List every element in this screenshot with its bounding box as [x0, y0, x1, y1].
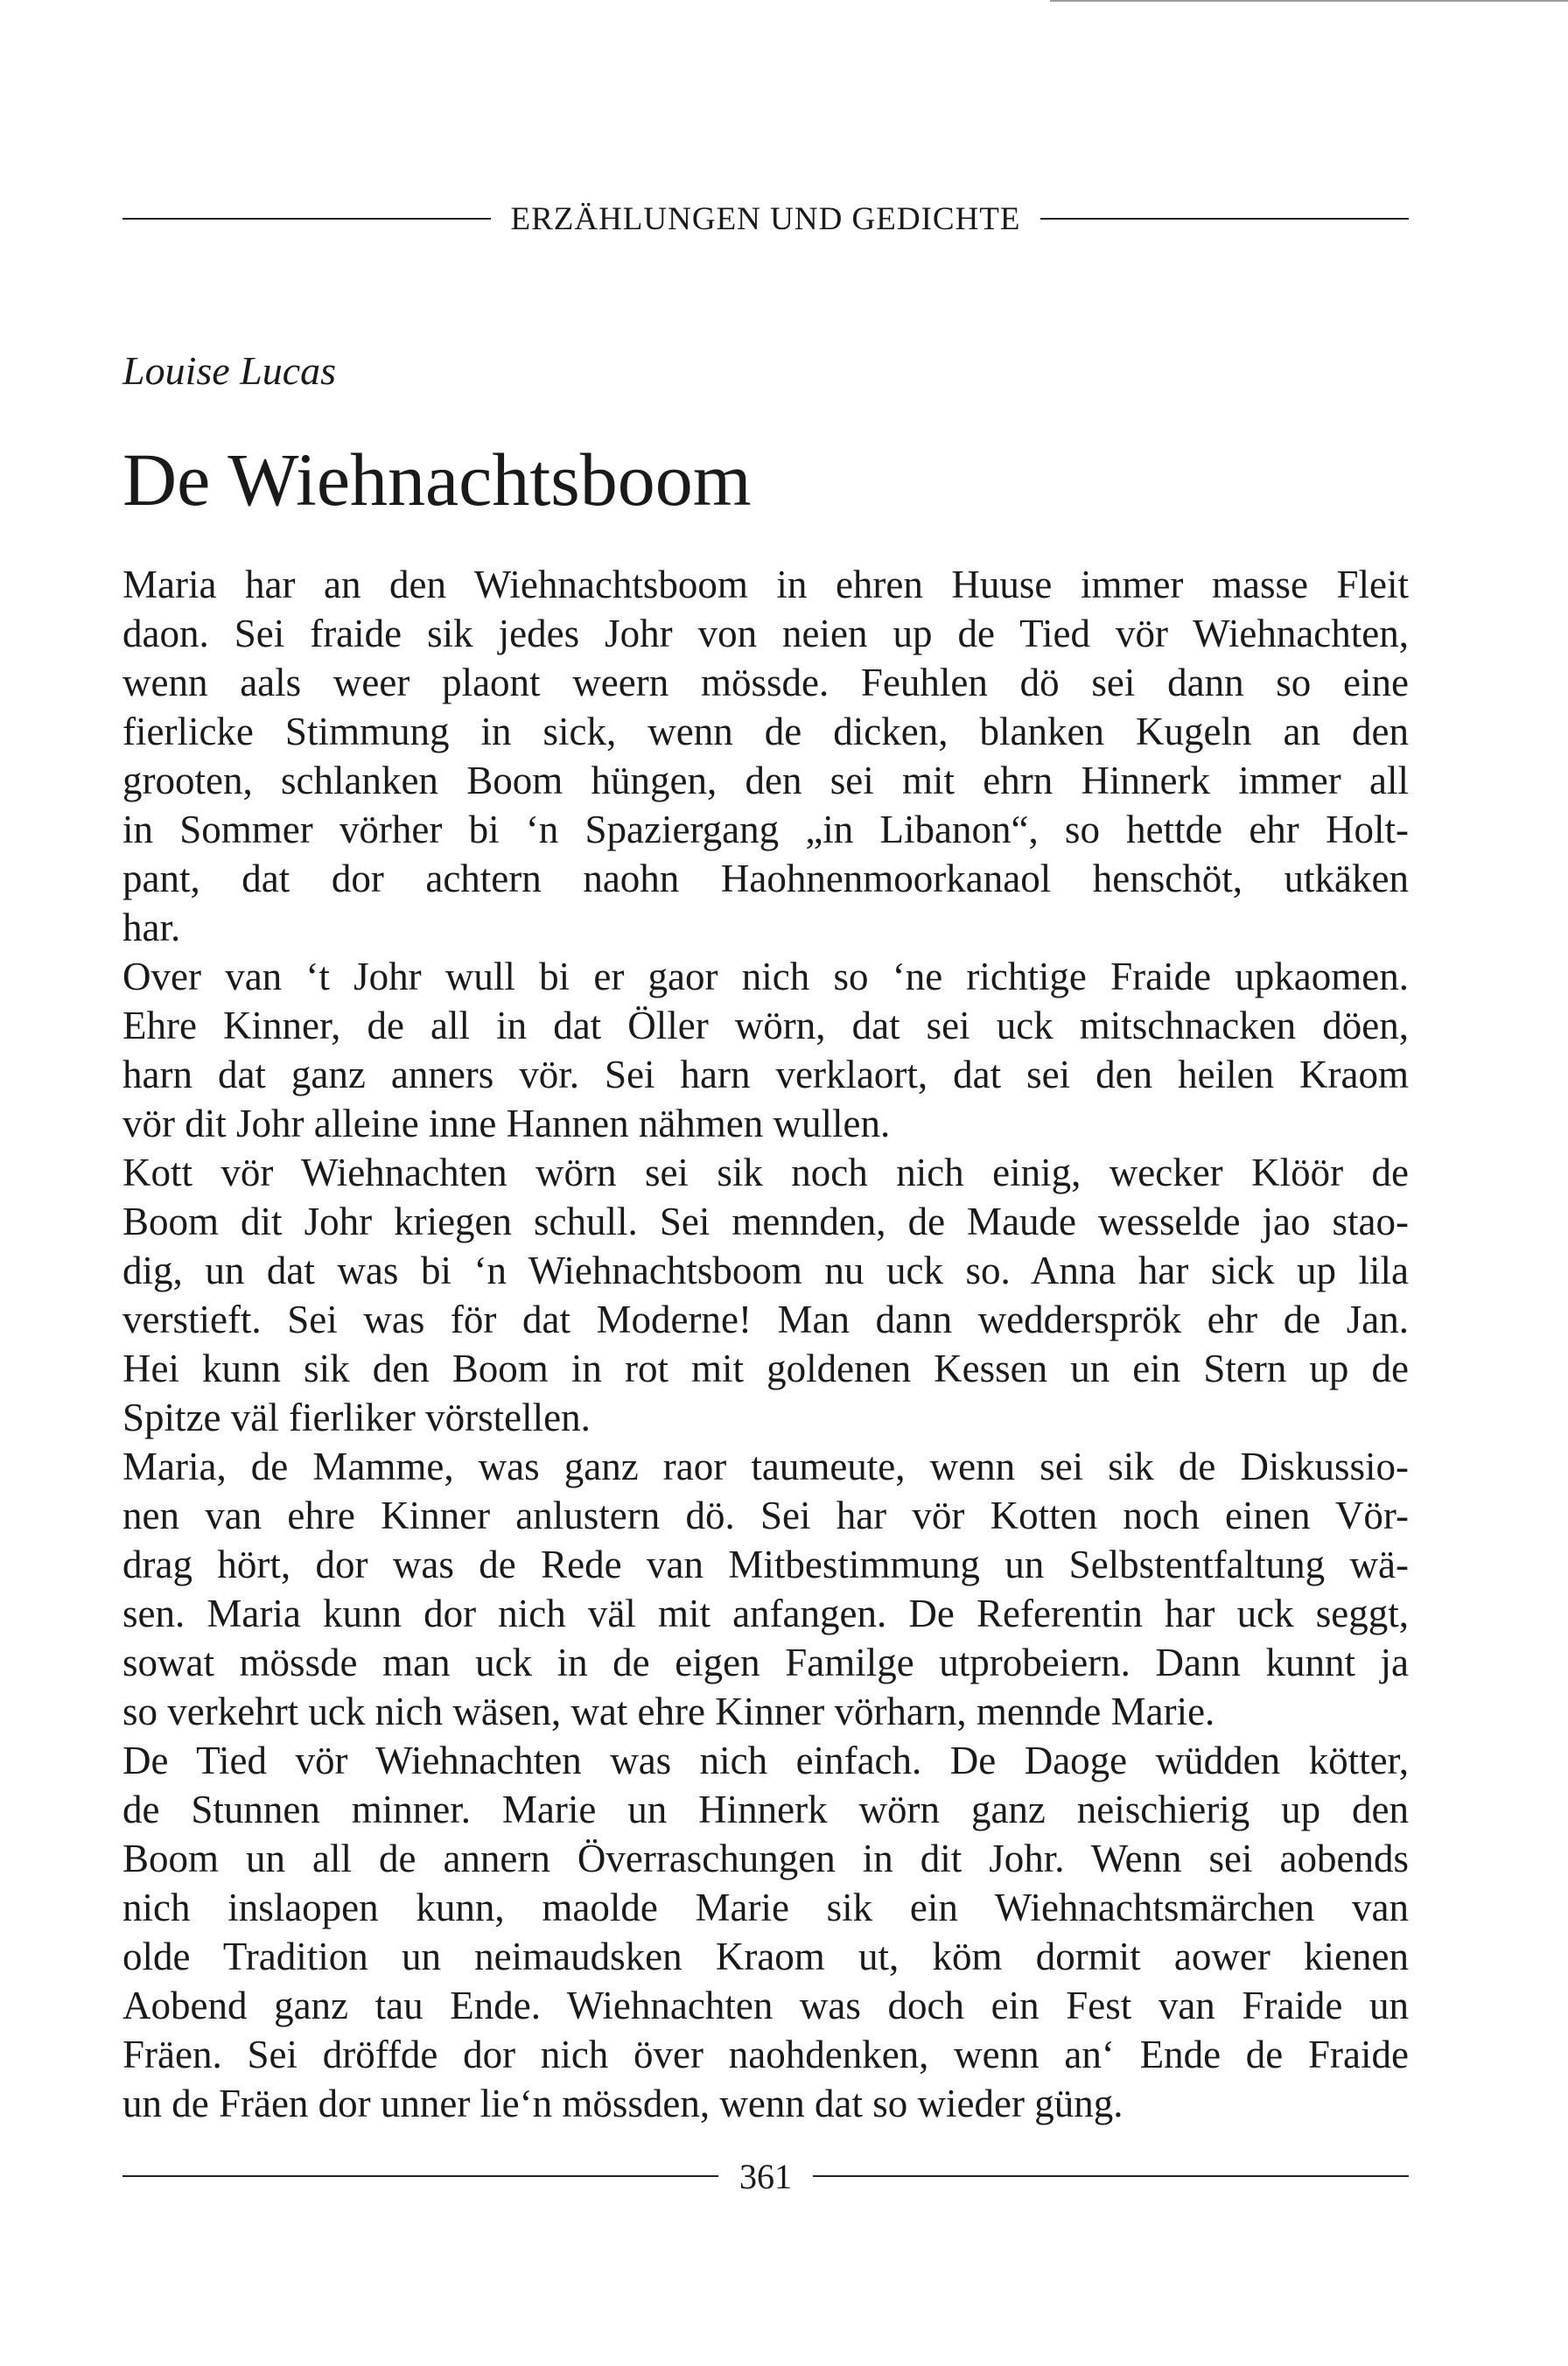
paragraph — [122, 1736, 1409, 2128]
page-number: 361 — [739, 2156, 792, 2196]
running-head-label: ERZÄHLUNGEN UND GEDICHTE — [510, 200, 1021, 237]
text-line: nen van ehre Kinner anlustern dö. Sei har vör Kotten noch einen Vör- — [122, 1494, 1409, 1537]
text-line: grooten, schlanken Boom hüngen, den sei mit ehrn Hinnerk immer all — [122, 759, 1409, 802]
text-line: harn dat ganz anners vör. Sei harn verklaort, dat sei den heilen Kraom — [122, 1053, 1409, 1096]
text-line: drag hört, dor was de Rede van Mitbestimmung un Selbstentfaltung wä- — [122, 1543, 1409, 1586]
text-line: un de Fräen dor unner lie‘n mössden, wenn dat so wieder güng. — [122, 2082, 1124, 2125]
text-line: Over van ‘t Johr wull bi er gaor nich so ‘ne richtige Fraide upkaomen. — [122, 955, 1409, 998]
text-line: Spitze väl fierliker vörstellen. — [122, 1396, 591, 1439]
text-line: Maria, de Mamme, was ganz raor taumeute, wenn sei sik de Diskussio- — [122, 1445, 1409, 1488]
running-head-rule-right — [1040, 218, 1409, 220]
author-name: Louise Lucas — [122, 348, 337, 393]
text-line: sen. Maria kunn dor nich väl mit anfangen. De Referentin har uck seggt, — [122, 1592, 1409, 1635]
text-line: Maria har an den Wiehnachtsboom in ehren Huuse immer masse Fleit — [122, 563, 1409, 606]
text-line: Aobend ganz tau Ende. Wiehnachten was doch ein Fest van Fraide un — [122, 1984, 1409, 2027]
text-line: Boom un all de annern Överraschungen in dit Johr. Wenn sei aobends — [122, 1837, 1409, 1880]
text-line: nich inslaopen kunn, maolde Marie sik ein Wiehnachtsmärchen van — [122, 1886, 1409, 1929]
page-footer — [122, 2154, 1409, 2198]
text-line: vör dit Johr alleine inne Hannen nähmen wullen. — [122, 1102, 891, 1145]
text-line: Fräen. Sei dröffde dor nich över naohdenken, wenn an‘ Ende de Fraide — [122, 2033, 1409, 2076]
paragraph — [122, 1148, 1409, 1442]
text-line: verstieft. Sei was för dat Moderne! Man dann weddersprök ehr de Jan. — [122, 1298, 1409, 1341]
footer-rule-right — [813, 2175, 1409, 2177]
paragraph — [122, 952, 1409, 1148]
text-line: Boom dit Johr kriegen schull. Sei mennden, de Maude wesselde jao stao- — [122, 1200, 1409, 1243]
text-line: dig, un dat was bi ‘n Wiehnachtsboom nu uck so. Anna har sick up lila — [122, 1249, 1409, 1292]
text-line: pant, dat dor achtern naohn Haohnenmoorkanaol henschöt, utkäken — [122, 857, 1409, 900]
text-line: Hei kunn sik den Boom in rot mit goldenen Kessen un ein Stern up de — [122, 1347, 1409, 1390]
text-line: de Stunnen minner. Marie un Hinnerk wörn ganz neischierig up den — [122, 1788, 1409, 1831]
paragraph — [122, 1442, 1409, 1736]
paragraph — [122, 560, 1409, 952]
text-line: in Sommer vörher bi ‘n Spaziergang „in Libanon“, so hettde ehr Holt- — [122, 808, 1409, 851]
body-text — [122, 560, 1409, 2128]
running-head — [122, 197, 1409, 241]
text-line: wenn aals weer plaont weern mössde. Feuhlen dö sei dann so eine — [122, 661, 1409, 704]
text-line: Kott vör Wiehnachten wörn sei sik noch nich einig, wecker Klöör de — [122, 1151, 1409, 1194]
text-line: olde Tradition un neimaudsken Kraom ut, köm dormit aower kienen — [122, 1935, 1409, 1978]
text-line: daon. Sei fraide sik jedes Johr von neien up de Tied vör Wiehnachten, — [122, 612, 1409, 655]
story-title: De Wiehnachtsboom — [122, 438, 752, 522]
scan-edge-line — [1050, 0, 1568, 2]
text-line: har. — [122, 906, 181, 949]
text-line: De Tied vör Wiehnachten was nich einfach. De Daoge wüdden kötter, — [122, 1739, 1409, 1782]
text-line: Ehre Kinner, de all in dat Öller wörn, dat sei uck mitschnacken döen, — [122, 1004, 1409, 1047]
text-line: so verkehrt uck nich wäsen, wat ehre Kinner vörharn, mennde Marie. — [122, 1690, 1215, 1733]
text-line: fierlicke Stimmung in sick, wenn de dicken, blanken Kugeln an den — [122, 710, 1409, 753]
running-head-rule-left — [122, 218, 491, 220]
text-line: sowat mössde man uck in de eigen Familge utprobeiern. Dann kunnt ja — [122, 1641, 1409, 1684]
footer-rule-left — [122, 2175, 718, 2177]
